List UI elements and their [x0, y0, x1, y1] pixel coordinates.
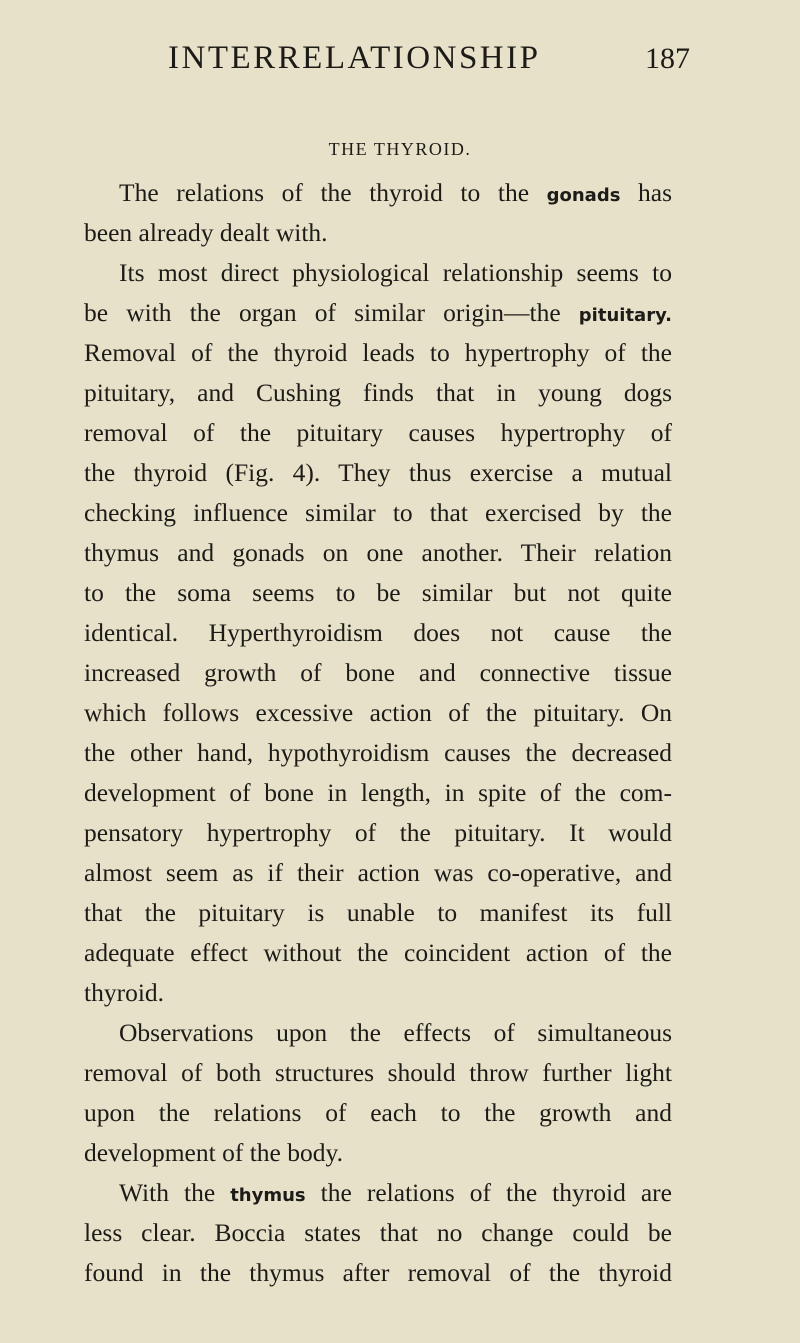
text-line: removal of the pituitary causes hypertrophy of — [84, 418, 672, 447]
text-line: thymus and gonads on one another. Their relation — [84, 538, 672, 567]
text-line: the thyroid (Fig. 4). They thus exercise a mutual — [84, 458, 672, 487]
text-line: be with the organ of similar origin—the pituitary. — [84, 298, 672, 327]
text-line: identical. Hyperthyroidism does not cause the — [84, 618, 672, 647]
text-line: development of bone in length, in spite of the com- — [84, 778, 672, 807]
text-line: been already dealt with. — [84, 218, 328, 247]
running-title: INTERRELATIONSHIP — [168, 40, 541, 76]
page-number: 187 — [645, 42, 690, 75]
text-line: almost seem as if their action was co-operative, and — [84, 858, 672, 887]
text-line: With the thymus the relations of the thyroid are — [119, 1178, 672, 1207]
text-line: to the soma seems to be similar but not quite — [84, 578, 672, 607]
text-line: Its most direct physiological relationship seems to — [119, 258, 672, 287]
text-line: development of the body. — [84, 1138, 343, 1167]
text-line: The relations of the thyroid to the gonads has — [119, 178, 672, 207]
keyword-bold: gonads — [546, 185, 621, 206]
text-line: upon the relations of each to the growth and — [84, 1098, 672, 1127]
text-line: checking influence similar to that exercised by the — [84, 498, 672, 527]
keyword-bold: thymus — [230, 1185, 306, 1206]
text-line: the other hand, hypothyroidism causes the decreased — [84, 738, 672, 767]
text-line: Removal of the thyroid leads to hypertrophy of the — [84, 338, 672, 367]
text-line: less clear. Boccia states that no change could be — [84, 1218, 672, 1247]
text-line: found in the thymus after removal of the thyroid — [84, 1258, 672, 1287]
text-line: increased growth of bone and connective tissue — [84, 658, 672, 687]
text-line: pituitary, and Cushing finds that in young dogs — [84, 378, 672, 407]
text-line: Observations upon the effects of simultaneous — [119, 1018, 672, 1047]
section-title: THE THYROID. — [328, 139, 472, 159]
text-line: pensatory hypertrophy of the pituitary. It would — [84, 818, 672, 847]
text-line: thyroid. — [84, 978, 165, 1007]
text-line: removal of both structures should throw further light — [84, 1058, 672, 1087]
running-head — [0, 40, 800, 90]
text-line: which follows excessive action of the pituitary. On — [84, 698, 672, 727]
text-line: that the pituitary is unable to manifest its full — [84, 898, 672, 927]
keyword-bold: pituitary. — [578, 305, 672, 326]
text-line: adequate effect without the coincident action of the — [84, 938, 672, 967]
